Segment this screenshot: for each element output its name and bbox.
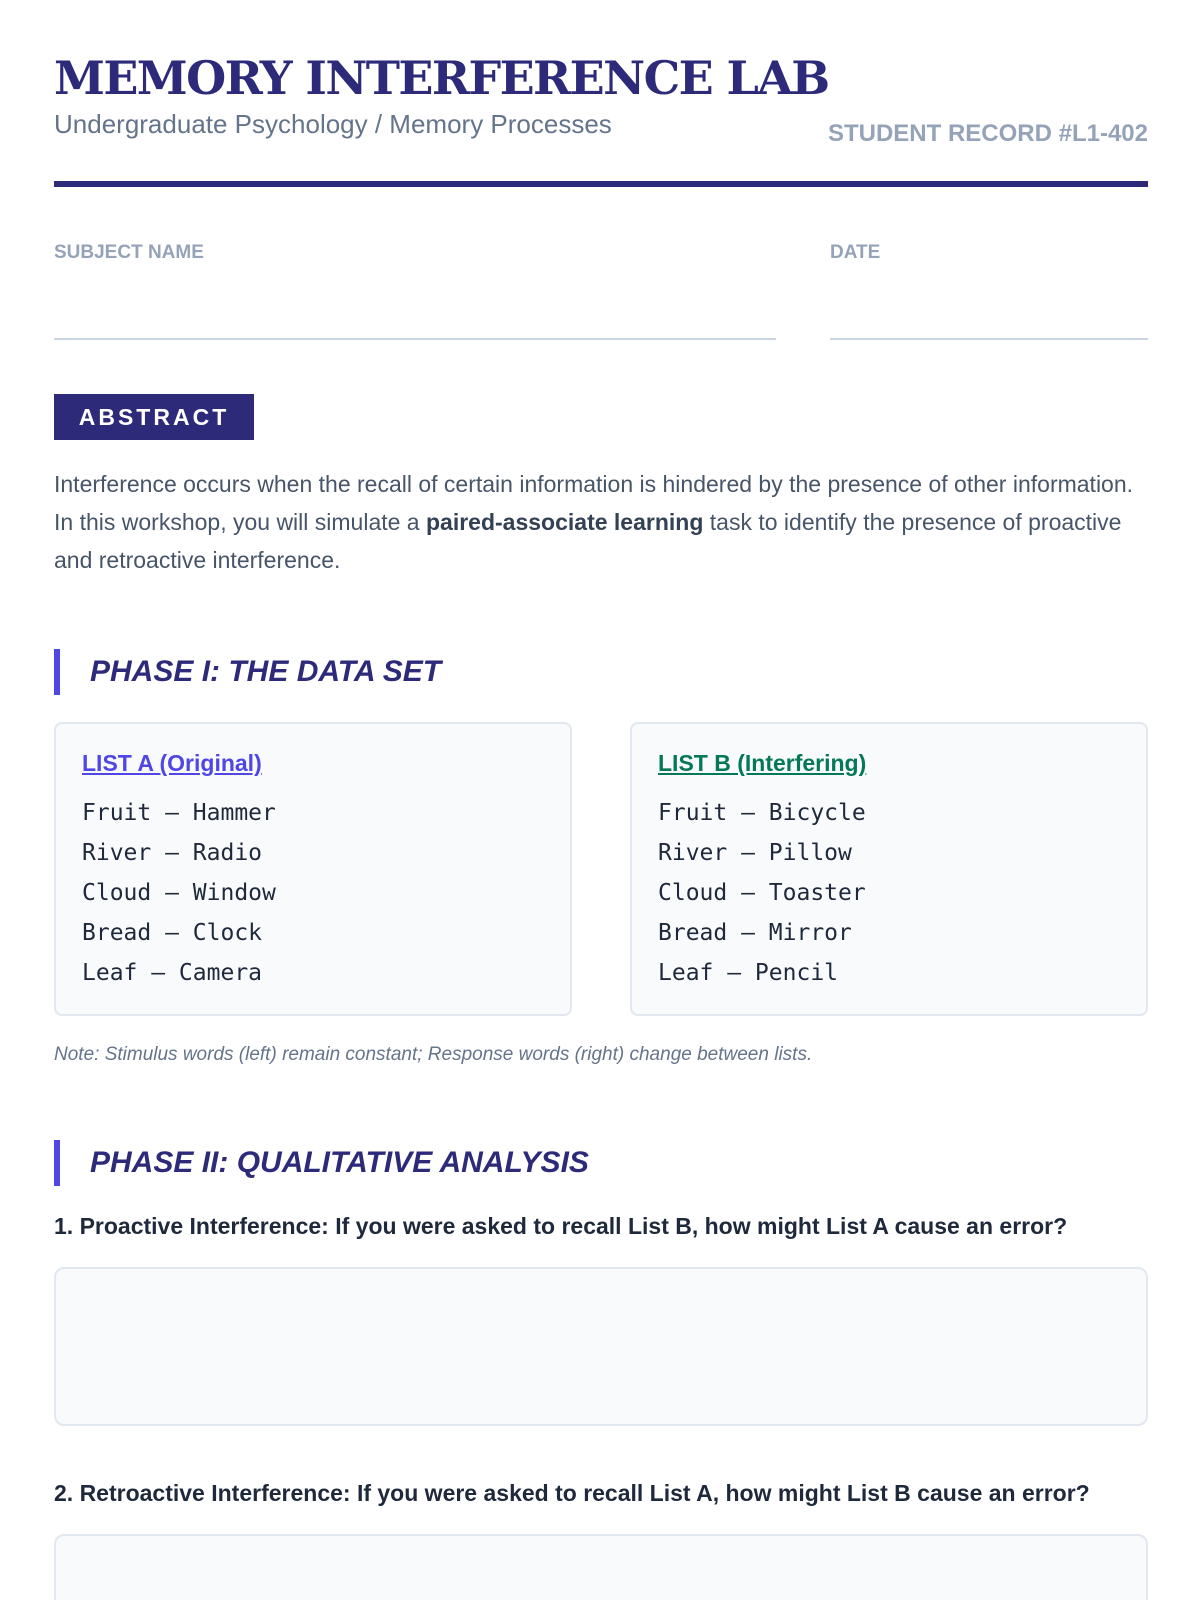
list-a-pair: Leaf — Camera — [82, 960, 263, 986]
list-b-pair: Leaf — Pencil — [658, 960, 839, 986]
abstract-text — [54, 465, 1148, 579]
list-a-pair: Fruit — Hammer — [82, 800, 276, 826]
question-1: 1. Proactive Interference: If you were asked to recall List B, how might List A cause an error? — [54, 1213, 1068, 1239]
list-a-pair: Bread — Clock — [82, 920, 263, 946]
answer-box-1[interactable] — [54, 1267, 1148, 1426]
list-note: Note: Stimulus words (left) remain constant; Response words (right) change between lists. — [54, 1044, 813, 1065]
phase-2-heading: PHASE II: QUALITATIVE ANALYSIS — [54, 1140, 589, 1186]
date-label: DATE — [830, 242, 881, 263]
header — [54, 51, 1148, 147]
list-a-card — [54, 722, 572, 1016]
question-2: 2. Retroactive Interference: If you were asked to recall List A, how might List B cause an error? — [54, 1480, 1090, 1506]
list-b-card — [630, 722, 1148, 1016]
list-b-pair: Fruit — Bicycle — [658, 800, 866, 826]
list-a-pair: Cloud — Window — [82, 880, 276, 906]
page-subtitle: Undergraduate Psychology / Memory Processes — [54, 108, 612, 139]
abstract-text-end: task to identify the presence of proactive and retroactive interference. — [54, 509, 1122, 573]
page-title: MEMORY INTERFERENCE LAB — [54, 51, 829, 105]
list-a-pair: River — Radio — [82, 840, 263, 866]
subject-name-field[interactable] — [54, 338, 776, 340]
list-b-title: LIST B (Interfering) — [658, 750, 867, 776]
list-b-pair: Cloud — Toaster — [658, 880, 866, 906]
subject-name-label: SUBJECT NAME — [54, 242, 204, 263]
header-divider — [54, 181, 1148, 187]
list-b-pair: River — Pillow — [658, 840, 852, 866]
answer-box-2[interactable] — [54, 1534, 1148, 1600]
abstract-text-bold: paired-associate learning — [426, 509, 704, 535]
phase-1-heading: PHASE I: THE DATA SET — [54, 649, 441, 695]
date-field[interactable] — [830, 338, 1148, 340]
list-b-pair: Bread — Mirror — [658, 920, 852, 946]
student-record-id: STUDENT RECORD #L1-402 — [827, 120, 1148, 147]
list-a-title: LIST A (Original) — [82, 750, 262, 776]
abstract-text-start: Interference occurs when the recall of certain information is hindered by the presence of other information. In this workshop, you will simulate a — [54, 471, 1134, 535]
abstract-badge: ABSTRACT — [54, 394, 254, 440]
